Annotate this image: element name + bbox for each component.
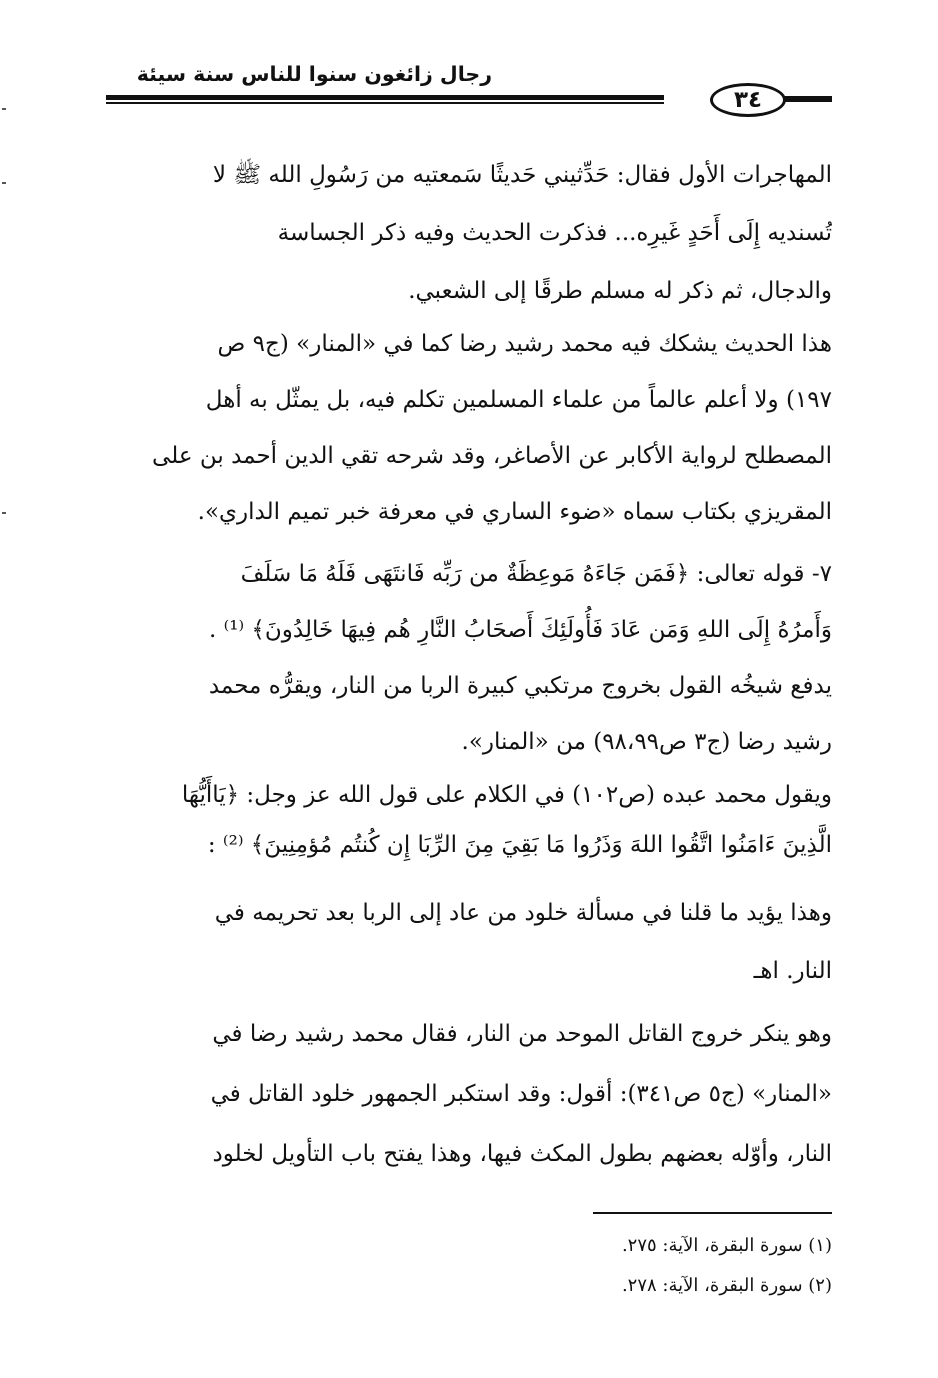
text-line: وَأَمرُهُ إِلَى اللهِ وَمَن عَادَ فَأُولَئِكَ أَصحَابُ النَّارِ هُم فِيهَا خَالِدُونَ﴾ ⁽¹⁾ . [208, 617, 832, 643]
margin-mark [2, 182, 6, 184]
paragraph-riba [106, 658, 832, 770]
text-line: رشيد رضا (ج٣ ص٩٨،٩٩) من «المنار». [461, 729, 832, 755]
paragraph-hadith [106, 146, 832, 320]
footnote-1: (١) سورة البقرة، الآية: ٢٧٥. [621, 1235, 832, 1256]
margin-mark [2, 108, 6, 110]
text-line: ويقول محمد عبده (ص١٠٢) في الكلام على قول الله عز وجل: ﴿يَاأَيُّهَا [181, 782, 832, 808]
text-line: المهاجرات الأول فقال: حَدِّثيني حَديثًا سَمعتيه من رَسُولِ الله ﷺ لا [212, 162, 832, 188]
footnote-2: (٢) سورة البقرة، الآية: ٢٧٨. [621, 1275, 832, 1296]
text-line: ١٩٧) ولا أعلم عالماً من علماء المسلمين تكلم فيه، بل يمثّل به أهل [205, 387, 832, 413]
text-line: والدجال، ثم ذكر له مسلم طرقًا إلى الشعبي. [408, 278, 832, 304]
header-rule [106, 95, 664, 100]
text-line: النار، وأوّله بعضهم بطول المكث فيها، وهذا يفتح باب التأويل لخلود [212, 1141, 832, 1167]
text-line: النار. اهـ [753, 958, 832, 984]
paragraph-murderer [106, 1004, 832, 1184]
header-rule-thin [106, 102, 664, 104]
paragraph-verse-7 [106, 546, 832, 658]
footnotes [500, 1226, 832, 1306]
text-line: المصطلح لرواية الأكابر عن الأصاغر، وقد شرحه تقي الدين أحمد بن على [152, 443, 832, 469]
paragraph-quote [106, 884, 832, 1000]
text-line: المقريزي بكتاب سماه «ضوء الساري في معرفة خبر تميم الداري». [197, 499, 832, 525]
text-line: هذا الحديث يشكك فيه محمد رشيد رضا كما في «المنار» (ج٩ ص [217, 331, 832, 357]
text-line: تُسنديه إِلَى أَحَدٍ غَيرِه... فذكرت الحديث وفيه ذكر الجساسة [277, 220, 832, 246]
header-rule-right [784, 96, 832, 102]
text-line: ٧- قوله تعالى: ﴿فَمَن جَاءَهُ مَوعِظَةٌ من رَبِّه فَانتَهَى فَلَهُ مَا سَلَفَ [240, 561, 832, 587]
footnote-rule [593, 1212, 832, 1214]
paragraph-abduh [106, 770, 832, 870]
paragraph-manar [106, 316, 832, 540]
page-number: ٣٤ [710, 83, 786, 117]
text-line: يدفع شيخُه القول بخروج مرتكبي كبيرة الربا من النار، ويقرُّه محمد [208, 673, 832, 699]
running-header-title: رجال زائغون سنوا للناس سنة سيئة [136, 62, 492, 86]
text-line: «المنار» (ج٥ ص٣٤١): أقول: وقد استكبر الجمهور خلود القاتل في [210, 1081, 832, 1107]
text-line: وهذا يؤيد ما قلنا في مسألة خلود من عاد إلى الربا بعد تحريمه في [214, 900, 832, 926]
margin-mark [2, 512, 6, 514]
text-line: الَّذِينَ ءَامَنُوا اتَّقُوا اللهَ وَذَرُوا مَا بَقِيَ مِنَ الرِّبَا إِن كُنتُم مُؤمِنِينَ﴾ ⁽²⁾ : [207, 832, 832, 858]
text-line: وهو ينكر خروج القاتل الموحد من النار، فقال محمد رشيد رضا في [212, 1021, 832, 1047]
